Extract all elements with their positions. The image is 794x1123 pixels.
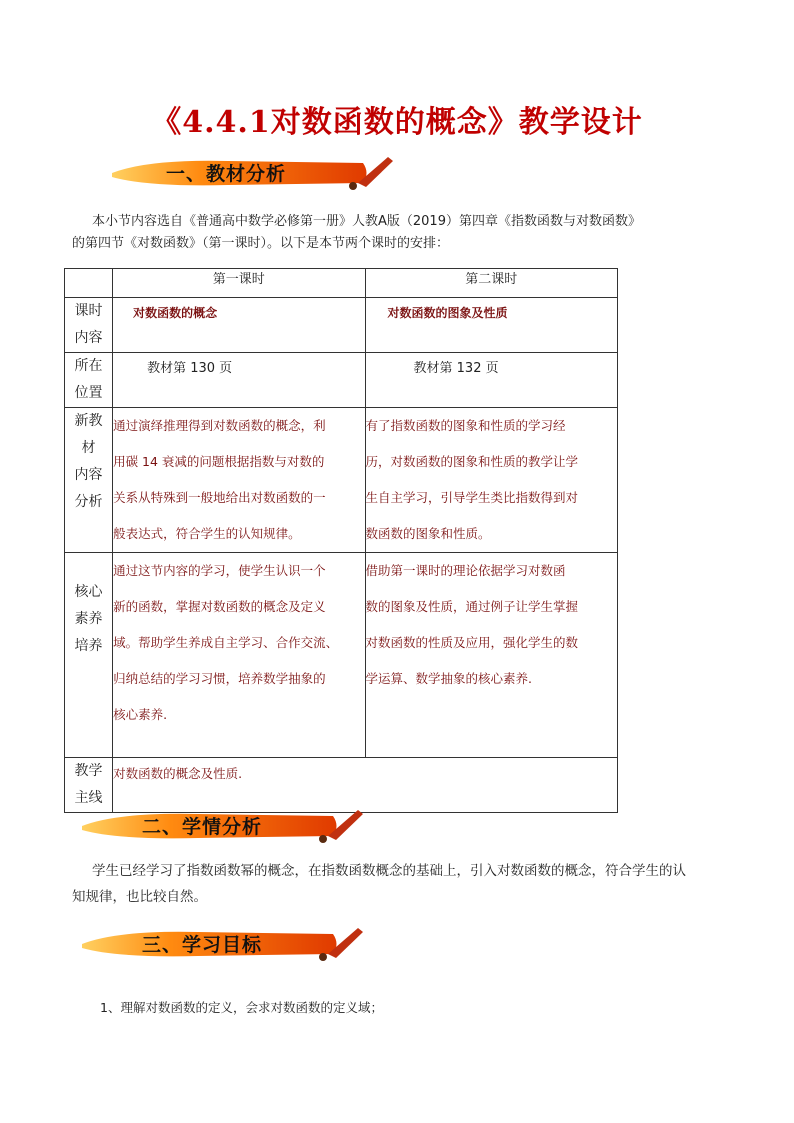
cell-literacy-second: [365, 553, 617, 758]
section-banner-goals: [78, 924, 368, 964]
col-header-second-lesson: 第二课时: [365, 269, 617, 298]
cell-position-first: [113, 353, 365, 408]
row-header-line: 分析: [74, 494, 103, 510]
cell-line: 新的函数，掌握对数函数的概念及定义: [113, 599, 326, 614]
cell-position-second: [365, 353, 617, 408]
table-row: [65, 553, 618, 758]
row-header-literacy: [65, 553, 113, 758]
cell-text: 教材第 130 页: [147, 361, 233, 376]
cell-line: 域。帮助学生养成自主学习、合作交流、: [113, 635, 339, 650]
table-corner: [65, 269, 113, 298]
row-header-line: 内容: [74, 467, 103, 483]
cell-line: 用碳 14 衰减的问题根据指数与对数的: [113, 454, 325, 469]
row-header-line: 主线: [74, 790, 103, 806]
cell-text: 对数函数的图象及性质: [387, 306, 508, 320]
cell-line: 通过这节内容的学习，使学生认识一个: [113, 563, 326, 578]
cell-line: 学运算、数学抽象的核心素养.: [365, 671, 533, 686]
cell-line: 归纳总结的学习习惯，培养数学抽象的: [113, 671, 326, 686]
intro-line-1: 本小节内容选自《普通高中数学必修第一册》人教A版（2019）第四章《指数函数与对数函数》: [92, 214, 641, 229]
cell-content-second: [365, 298, 617, 353]
cell-line: 通过演绎推理得到对数函数的概念，利: [113, 418, 326, 433]
cell-line: 数的图象及性质，通过例子让学生掌握: [365, 599, 579, 614]
cell-line: 有了指数函数的图象和性质的学习经: [365, 418, 566, 433]
row-header-content: [65, 298, 113, 353]
table-row: [65, 758, 618, 813]
row-header-position: [65, 353, 113, 408]
cell-line: 核心素养.: [113, 707, 168, 722]
row-header-line: 教学: [74, 763, 103, 779]
cell-line: 对数函数的性质及应用，强化学生的数: [365, 635, 579, 650]
section-title-goals: 三、学习目标: [142, 934, 263, 956]
section-title-learning: 二、学情分析: [142, 816, 263, 838]
row-header-line: 培养: [74, 638, 103, 654]
cell-line: 历，对数函数的图象和性质的教学让学: [365, 454, 579, 469]
cell-line: 借助第一课时的理论依据学习对数函: [365, 563, 566, 578]
table-row: [65, 298, 618, 353]
cell-line: 关系从特殊到一般地给出对数函数的一: [113, 490, 326, 505]
row-header-line: 所在: [74, 358, 103, 374]
row-header-mainline: [65, 758, 113, 813]
cell-analysis-first: [113, 408, 365, 553]
cell-line: 生自主学习，引导学生类比指数得到对: [365, 490, 579, 505]
cell-analysis-second: [365, 408, 617, 553]
cell-text: 教材第 132 页: [413, 361, 499, 376]
row-header-line: 素养: [74, 611, 103, 627]
cell-literacy-first: [113, 553, 365, 758]
row-header-line: 课时: [74, 303, 103, 319]
section-banner-learning: [78, 806, 368, 846]
page-title: 《4.4.1对数函数的概念》教学设计: [151, 105, 643, 140]
section-title-textbook: 一、教材分析: [166, 163, 287, 185]
cell-line: 数函数的图象和性质。: [365, 526, 491, 541]
row-header-line: 位置: [74, 385, 103, 401]
cell-content-first: [113, 298, 365, 353]
table-row: [65, 353, 618, 408]
intro-line-2: 的第四节《对数函数》（第一课时）。以下是本节两个课时的安排：: [72, 236, 450, 251]
row-header-line: 内容: [74, 330, 103, 346]
col-header-first-lesson: 第一课时: [113, 269, 365, 298]
row-header-line: 材: [81, 440, 96, 456]
cell-line: 般表达式，符合学生的认知规律。: [113, 526, 301, 541]
row-header-line: 新教: [74, 413, 103, 429]
cell-text: 对数函数的概念及性质.: [113, 766, 243, 781]
goal-item-1: 1、理解对数函数的定义，会求对数函数的定义域；: [100, 1000, 383, 1015]
cell-mainline: [113, 758, 618, 813]
lesson-plan-table: [64, 268, 618, 813]
learning-line-2: 知规律，也比较自然。: [72, 889, 207, 905]
row-header-analysis: [65, 408, 113, 553]
section-banner-textbook: [108, 153, 398, 193]
row-header-line: 核心: [74, 584, 103, 600]
table-row: [65, 269, 618, 298]
table-row: [65, 408, 618, 553]
cell-text: 对数函数的概念: [133, 306, 218, 320]
learning-line-1: 学生已经学习了指数函数幂的概念，在指数函数概念的基础上，引入对数函数的概念，符合学生的认: [92, 863, 686, 879]
